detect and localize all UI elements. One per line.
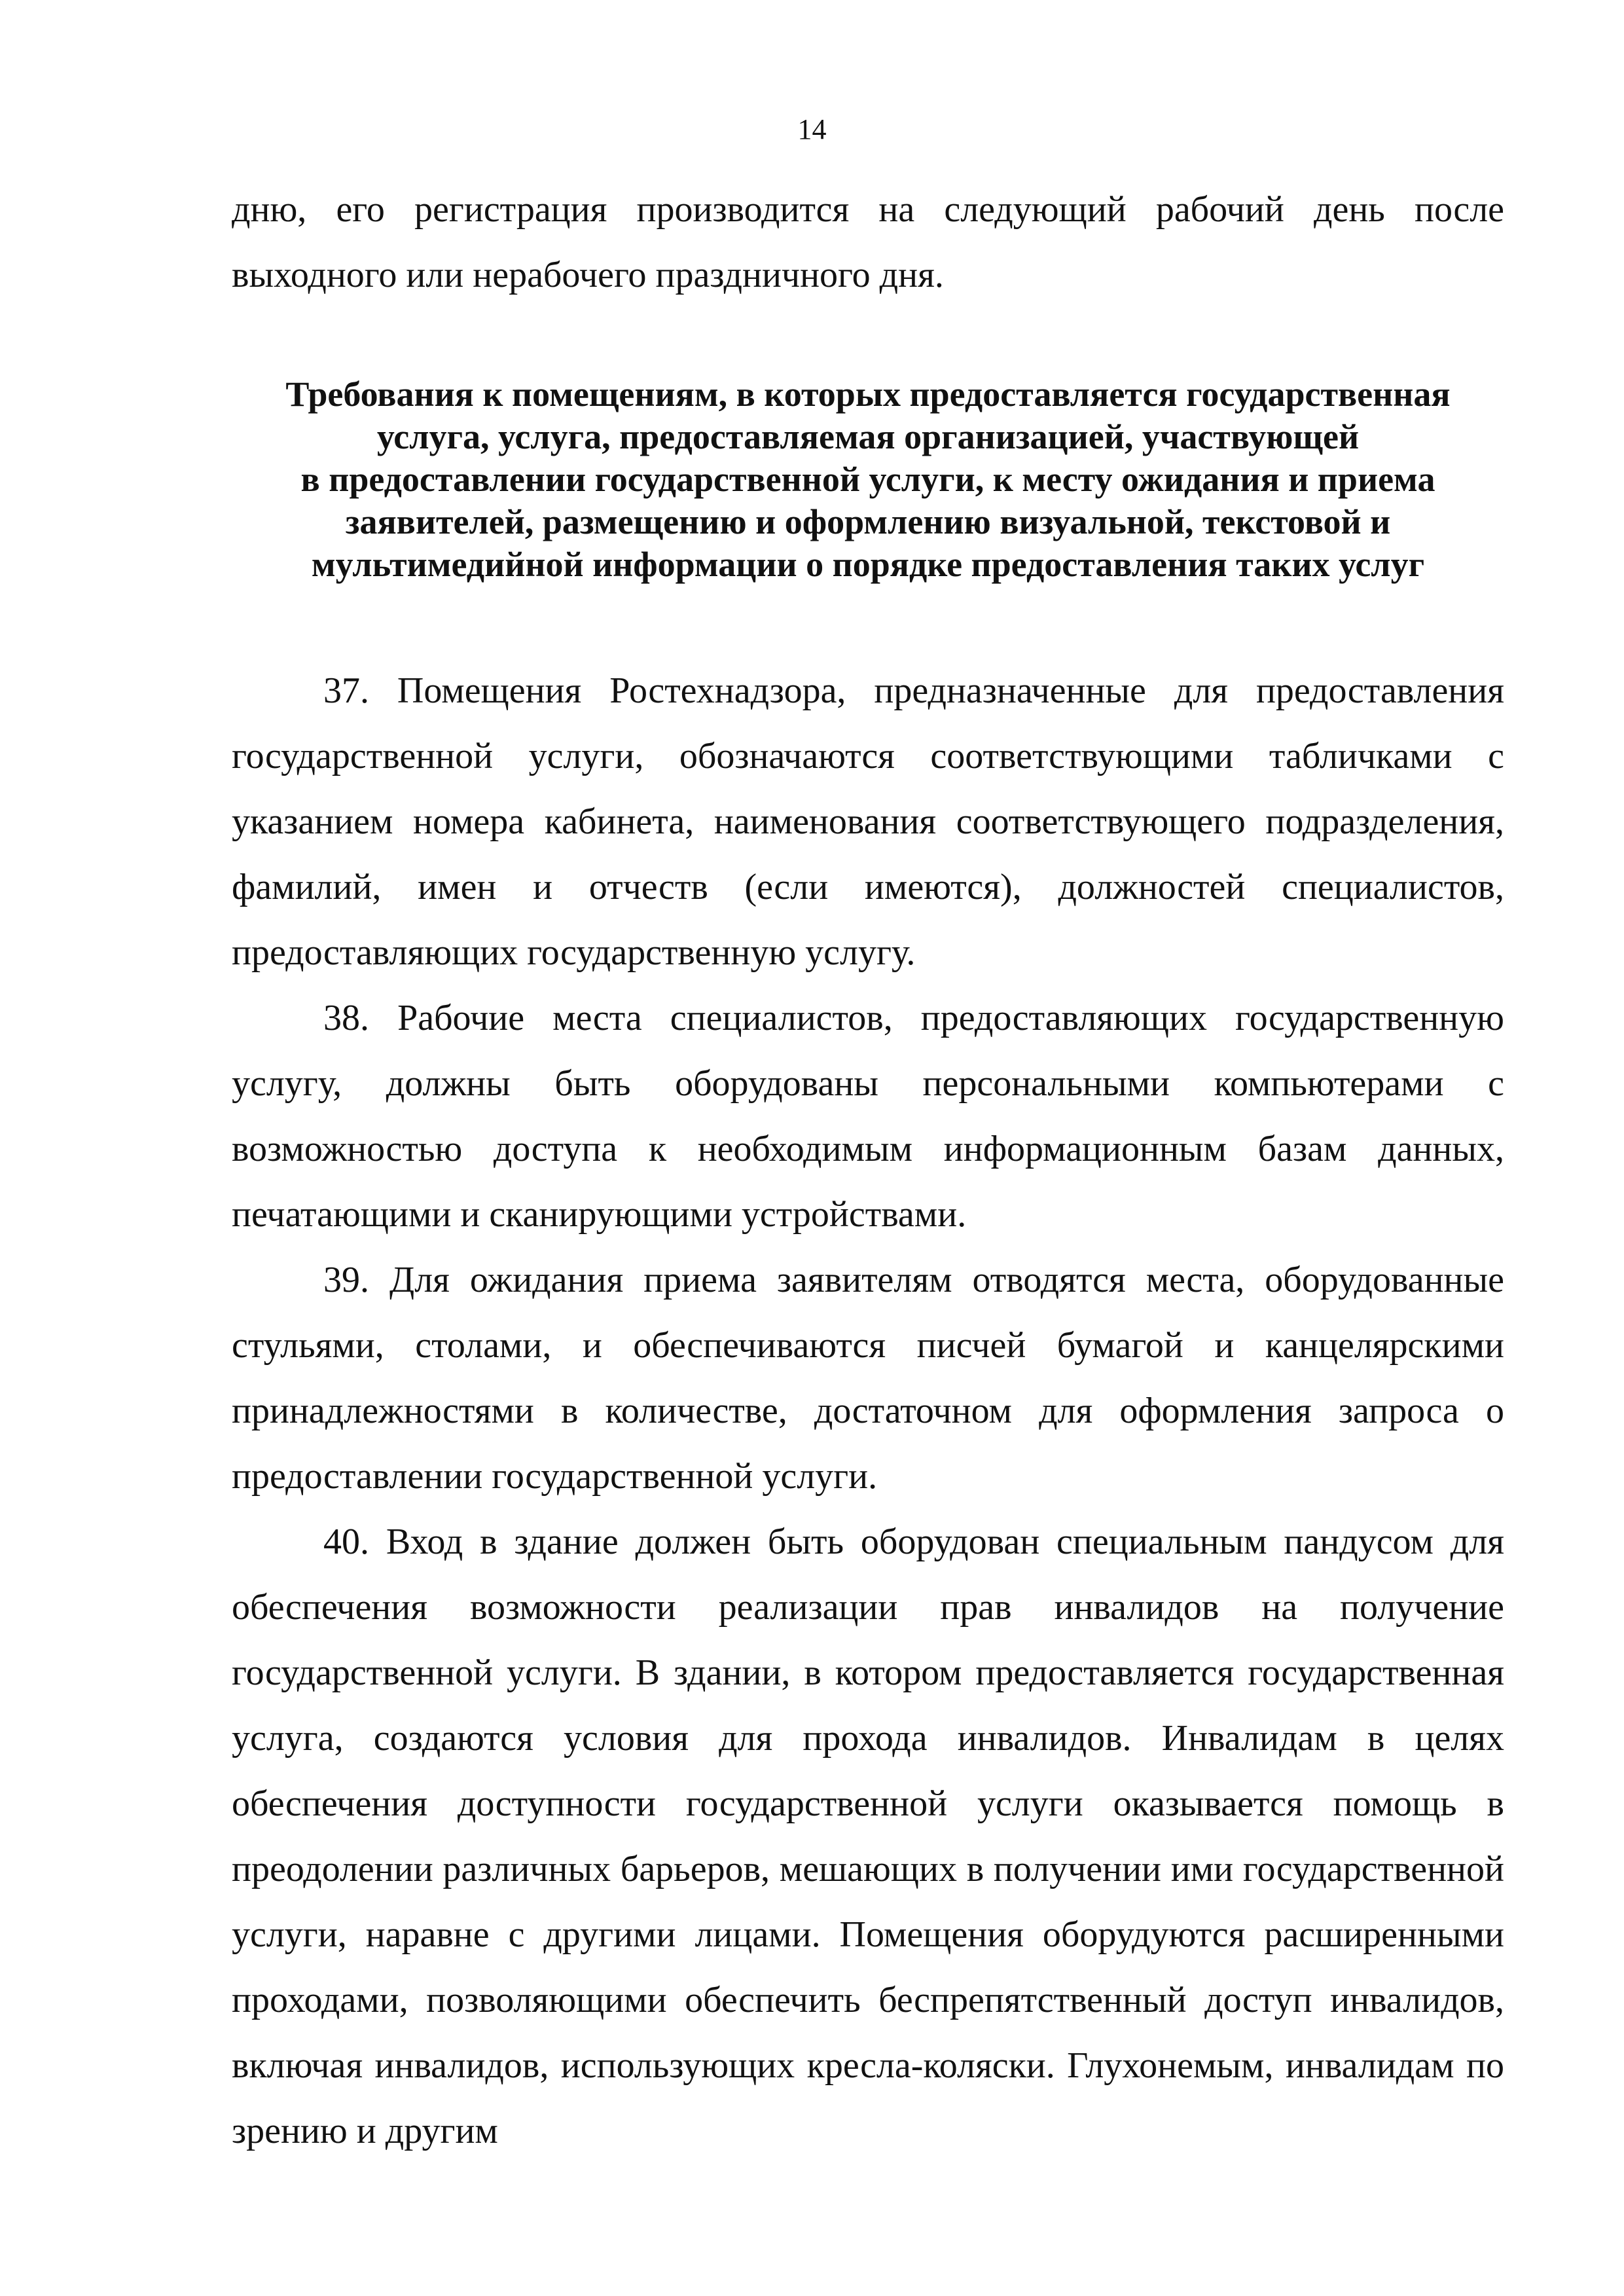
document-body	[232, 177, 1504, 2164]
paragraph-38: 38. Рабочие места специалистов, предоставляющих государственную услугу, должны быть оборудованы персональными компьютерами с возможностью доступа к необходимым информационным базам данных, печатающими и сканирующими устройствами.	[232, 998, 1504, 1235]
intro-paragraph: дню, его регистрация производится на следующий рабочий день после выходного или нерабочего праздничного дня.	[232, 189, 1504, 295]
section-heading-line: услуга, услуга, предоставляемая организацией, участвующей	[376, 417, 1360, 456]
page-number: 14	[797, 113, 827, 145]
section-heading-line: заявителей, размещению и оформлению визуальной, текстовой и	[345, 502, 1391, 541]
section-heading-line: в предоставлении государственной услуги, к месту ожидания и приема	[300, 460, 1435, 499]
paragraph-39: 39. Для ожидания приема заявителям отводятся места, оборудованные стульями, столами, и обеспечиваются писчей бумагой и канцелярскими принадлежностями в количестве, достаточном для оформления запроса о предоставлении государственной услуги.	[232, 1260, 1504, 1497]
paragraph-40: 40. Вход в здание должен быть оборудован специальным пандусом для обеспечения возможности реализации прав инвалидов на получение государственной услуги. В здании, в котором предоставляется государственная услуга, создаются условия для прохода инвалидов. Инвалидам в целях обеспечения доступности государственной услуги оказывается помощь в преодолении различных барьеров, мешающих в получении ими государственной услуги, наравне с другими лицами. Помещения оборудуются расширенными проходами, позволяющими обеспечить беспрепятственный доступ инвалидов, включая инвалидов, использующих кресла-коляски. Глухонемым, инвалидам по зрению и другим	[232, 1522, 1504, 2151]
section-heading-line: мультимедийной информации о порядке предоставления таких услуг	[311, 545, 1425, 584]
section-heading-line: Требования к помещениям, в которых предоставляется государственная	[285, 374, 1451, 414]
section-heading	[232, 308, 1504, 658]
paragraph-37: 37. Помещения Ростехнадзора, предназначенные для предоставления государственной услуги, обозначаются соответствующими табличками с указанием номера кабинета, наименования соответствующего подразделения, фамилий, имен и отчеств (если имеются), должностей специалистов, предоставляющих государственную услугу.	[232, 670, 1504, 973]
